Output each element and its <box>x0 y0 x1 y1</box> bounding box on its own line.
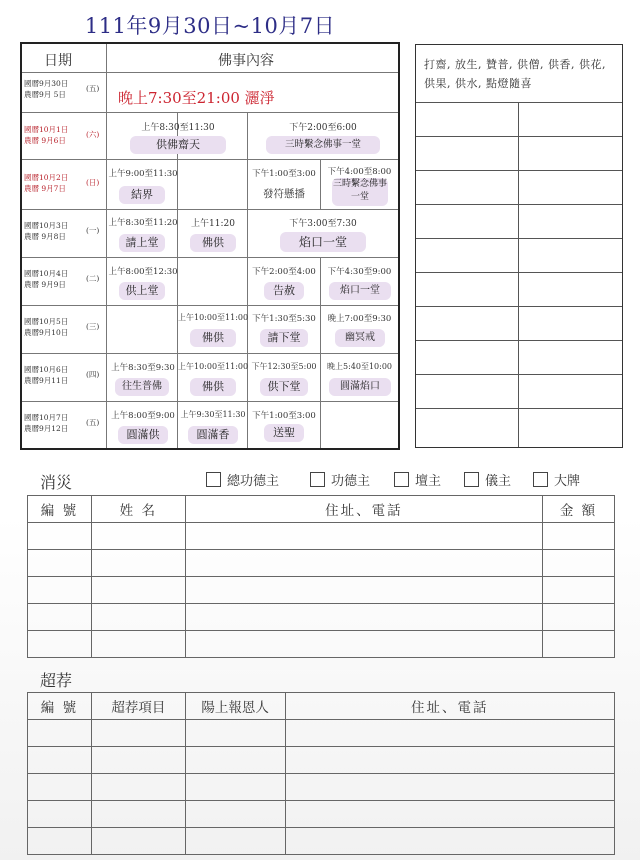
content-header: 佛事內容 <box>218 53 274 69</box>
event-label: 往生普佛 <box>115 378 169 396</box>
table-row[interactable] <box>28 747 615 774</box>
option-tanzhu[interactable]: 壇主 <box>394 470 441 489</box>
date-cell: 國曆9月30日 農曆9月 5日 (五) <box>24 79 100 99</box>
xiaozai-table <box>27 495 615 658</box>
event-time: 上午9:30至11:30 <box>180 410 246 419</box>
table-row[interactable] <box>28 801 615 828</box>
col-header: 編 號 <box>28 496 92 523</box>
table-row[interactable] <box>28 604 615 631</box>
checkbox[interactable] <box>206 472 221 487</box>
date-cell: 國曆10月4日 農曆 9月9日 (二) <box>24 269 100 289</box>
event-time: 上午11:20 <box>191 219 235 229</box>
event-label: 發符懸播 <box>263 188 305 200</box>
event-label: 佛供 <box>190 378 236 396</box>
event-time: 下午2:00至4:00 <box>252 267 316 277</box>
event-label: 供下堂 <box>260 378 308 396</box>
event-label: 焰口一堂 <box>329 282 391 300</box>
table-row[interactable] <box>28 774 615 801</box>
event-label: 結界 <box>119 186 165 204</box>
table-row[interactable] <box>28 720 615 747</box>
event-label: 請上堂 <box>119 234 165 252</box>
date-cell: 國曆10月6日 農曆9月11日 (四) <box>24 365 100 385</box>
offerings-note: 打齋, 放生, 贊普, 供僧, 供香, 供花, 供果, 供水, 點燈隨喜 <box>424 58 606 90</box>
event-label: 告赦 <box>264 282 304 300</box>
offerings-list <box>415 44 623 448</box>
event-time: 下午4:00至8:00 <box>327 167 392 177</box>
event-time: 上午10:00至11:00 <box>178 362 249 371</box>
col-header: 陽上報恩人 <box>185 693 285 720</box>
date-header: 日期 <box>44 53 72 69</box>
col-header: 金 額 <box>543 496 615 523</box>
col-header: 編 號 <box>28 693 92 720</box>
event-label: 幽冥戒 <box>335 329 385 347</box>
event-time: 下午1:30至5:30 <box>252 314 316 324</box>
event-time: 下午2:00至6:00 <box>289 123 357 133</box>
event-time: 上午8:30至11:30 <box>141 123 215 133</box>
schedule-table <box>20 42 400 450</box>
col-header: 住址、電話 <box>285 693 614 720</box>
event-time: 上午9:00至11:30 <box>108 169 178 179</box>
event-time: 上午8:30至9:30 <box>111 363 175 373</box>
table-row[interactable] <box>28 828 615 855</box>
chaojian-table <box>27 692 615 855</box>
page-title: 111年9月30日~10月7日 <box>84 14 336 38</box>
event-time: 晚上5:40至10:00 <box>326 362 393 371</box>
date-cell: 國曆10月2日 農曆 9月7日 (日) <box>24 173 100 193</box>
event-time: 下午3:00至7:30 <box>289 219 357 229</box>
event-label: 供佛齋天 <box>130 136 226 154</box>
table-row[interactable] <box>28 523 615 550</box>
col-header: 住址、電話 <box>185 496 542 523</box>
date-cell: 國曆10月1日 農曆 9月6日 (六) <box>24 125 100 145</box>
event-time: 上午8:00至9:00 <box>111 411 175 421</box>
date-cell: 國曆10月5日 農曆9月10日 (三) <box>24 317 100 337</box>
event-time: 晚上7:00至9:30 <box>327 314 392 324</box>
table-row[interactable] <box>28 550 615 577</box>
date-cell: 國曆10月3日 農曆 9月8日 (一) <box>24 221 100 241</box>
event-time: 上午8:00至12:30 <box>108 267 178 277</box>
checkbox[interactable] <box>310 472 325 487</box>
option-gongde[interactable]: 功德主 <box>310 470 370 489</box>
date-cell: 國曆10月7日 農曆9月12日 (五) <box>24 413 100 433</box>
col-header: 姓 名 <box>91 496 185 523</box>
option-dapai[interactable]: 大牌 <box>533 470 580 489</box>
event-time: 下午12:30至5:00 <box>251 362 317 371</box>
event-label: 三時繫念佛事一堂 <box>332 178 388 206</box>
event-label: 圓滿香 <box>188 426 238 444</box>
event-label: 圓滿焰口 <box>329 378 391 396</box>
option-zonggongde[interactable]: 總功德主 <box>206 470 279 489</box>
event-label: 送聖 <box>264 424 304 442</box>
event-label: 供上堂 <box>119 282 165 300</box>
event-label: 三時繫念佛事一堂 <box>266 136 380 154</box>
event-time: 上午10:00至11:00 <box>178 313 249 322</box>
event-time: 下午1:00至3:00 <box>252 169 316 179</box>
checkbox[interactable] <box>533 472 548 487</box>
event-label: 佛供 <box>190 329 236 347</box>
checkbox[interactable] <box>394 472 409 487</box>
option-yizhu[interactable]: 儀主 <box>464 470 511 489</box>
event-time: 上午8:30至11:20 <box>108 218 178 228</box>
col-header: 超荐項目 <box>91 693 185 720</box>
event-label: 圓滿供 <box>118 426 168 444</box>
chaojian-section-title: 超荐 <box>40 671 73 690</box>
event-label: 焰口一堂 <box>280 232 366 252</box>
table-row[interactable] <box>28 577 615 604</box>
event-time: 下午4:30至9:00 <box>327 267 392 277</box>
event-label: 晚上7:30至21:00 灑淨 <box>118 89 275 107</box>
event-time: 下午1:00至3:00 <box>252 411 316 421</box>
event-label: 請下堂 <box>260 329 308 347</box>
xiaozai-section-title: 消災 <box>40 473 73 492</box>
checkbox[interactable] <box>464 472 479 487</box>
event-label: 佛供 <box>190 234 236 252</box>
table-row[interactable] <box>28 631 615 658</box>
